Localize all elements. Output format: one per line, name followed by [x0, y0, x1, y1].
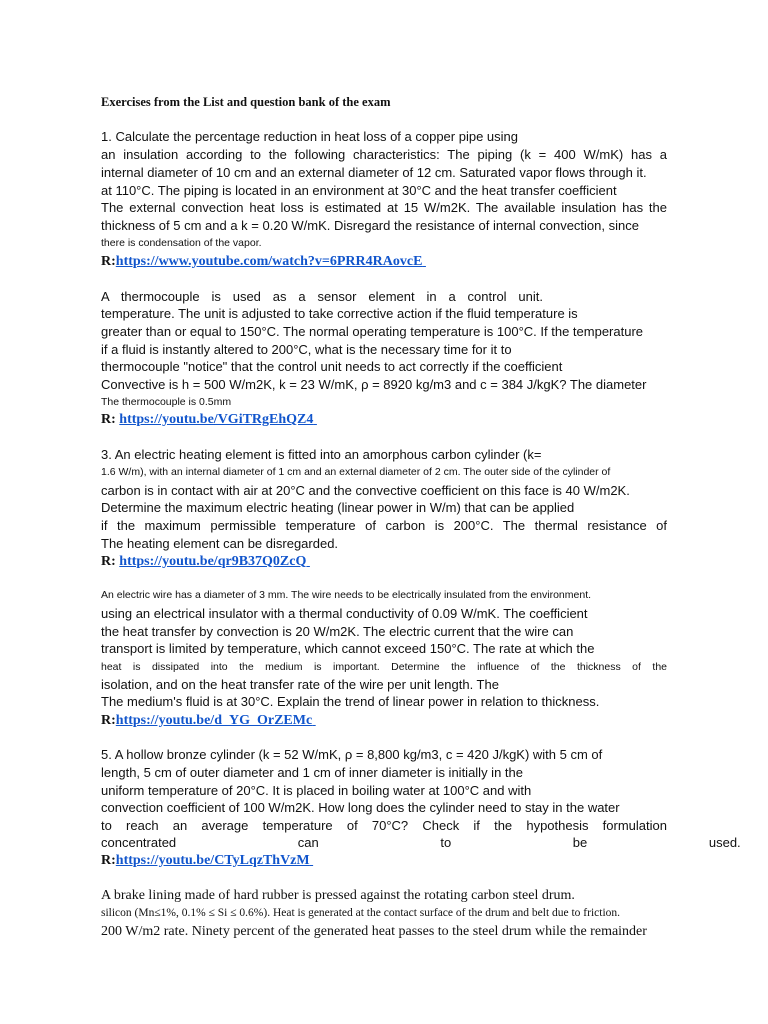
- exercise-2-line-4: if a fluid is instantly altered to 200°C, what is the necessary time for it to: [101, 342, 512, 357]
- answer-1-prefix: R:: [101, 254, 116, 269]
- exercise-1-line-1: 1. Calculate the percentage reduction in heat loss of a copper pipe using: [101, 129, 518, 144]
- answer-3-link[interactable]: https://youtu.be/qr9B37Q0ZcQ: [119, 554, 307, 569]
- answer-5-underline-tail: [310, 853, 332, 869]
- exercise-1-line-5: The external convection heat loss is estimated at 15 W/m2K. The available insulation has the: [101, 200, 667, 215]
- exercise-2-line-3: greater than or equal to 150°C. The normal operating temperature is 100°C. If the temperature: [101, 324, 644, 339]
- answer-5: [101, 853, 667, 869]
- exercise-4-line-7: The medium's fluid is at 30°C. Explain the trend of linear power in relation to thickness.: [101, 694, 600, 709]
- exercise-5-line-1: 5. A hollow bronze cylinder (k = 52 W/mK, ρ = 8,800 kg/m3, c = 420 J/kgK) with 5 cm of: [101, 747, 603, 762]
- exercise-5-line-4: convection coefficient of 100 W/m2K. How long does the cylinder need to stay in the water: [101, 800, 620, 815]
- exercise-1-line-3: internal diameter of 10 cm and an external diameter of 12 cm. Saturated vapor flows through it.: [101, 165, 647, 180]
- answer-1-underline-tail: [422, 254, 444, 270]
- exercise-6-line-3: 200 W/m2 rate. Ninety percent of the generated heat passes to the steel drum while the remainder: [101, 924, 647, 939]
- exercise-5-line-3: uniform temperature of 20°C. It is placed in boiling water at 100°C and with: [101, 783, 532, 798]
- exercise-3-line-6: The heating element can be disregarded.: [101, 536, 339, 551]
- exercise-3-line-4: Determine the maximum electric heating (linear power in W/m) that can be applied: [101, 500, 575, 515]
- exercise-4-line-6: isolation, and on the heat transfer rate of the wire per unit length. The: [101, 677, 499, 692]
- answer-4-link[interactable]: https://youtu.be/d_YG_OrZEMc: [115, 713, 313, 728]
- answer-5-prefix: R:: [101, 853, 116, 868]
- exercise-1-line-7: there is condensation of the vapor.: [101, 237, 262, 249]
- exercise-5-line-2: length, 5 cm of outer diameter and 1 cm of inner diameter is initially in the: [101, 765, 523, 780]
- answer-1: [101, 254, 667, 270]
- page-heading: Exercises from the List and question bank of the exam: [101, 95, 391, 109]
- exercise-6-line-2: silicon (Mn≤1%, 0.1% ≤ Si ≤ 0.6%). Heat is generated at the contact surface of the drum and belt due to friction.: [101, 907, 621, 919]
- exercise-2-line-1: A thermocouple is used as a sensor element in a control unit.: [101, 289, 543, 304]
- answer-2: [101, 412, 667, 428]
- exercise-2-line-6: Convective is h = 500 W/m2K, k = 23 W/mK, ρ = 8920 kg/m3 and c = 384 J/kgK? The diameter: [101, 377, 647, 392]
- exercise-1-line-6: thickness of 5 cm and a k = 0.20 W/mK. Disregard the resistance of internal convection, since: [101, 218, 639, 233]
- exercise-5-line-5: to reach an average temperature of 70°C? Check if the hypothesis formulation: [101, 818, 667, 833]
- exercise-4-line-3: the heat transfer by convection is 20 W/m2K. The electric current that the wire can: [101, 624, 574, 639]
- answer-2-prefix: R:: [101, 412, 120, 427]
- answer-2-underline-tail: [313, 412, 335, 428]
- exercise-3-line-5: if the maximum permissible temperature of carbon is 200°C. The thermal resistance of: [101, 518, 667, 533]
- exercise-3-line-1: 3. An electric heating element is fitted into an amorphous carbon cylinder (k=: [101, 447, 542, 462]
- answer-4-underline-tail: [312, 713, 334, 729]
- answer-4: [101, 713, 667, 729]
- exercise-3-line-3: carbon is in contact with air at 20°C and the convective coefficient on this face is 40 W/m2K.: [101, 483, 630, 498]
- exercise-3-line-2: 1.6 W/m), with an internal diameter of 1 cm and an external diameter of 2 cm. The outer side of the cylinder of: [101, 466, 611, 478]
- exercise-4-line-2: using an electrical insulator with a thermal conductivity of 0.09 W/mK. The coefficient: [101, 606, 588, 621]
- answer-3-prefix: R:: [101, 554, 120, 569]
- exercise-2-line-5: thermocouple "notice" that the control unit needs to act correctly if the coefficient: [101, 359, 563, 374]
- answer-1-link[interactable]: https://www.youtube.com/watch?v=6PRR4RAovcE: [115, 254, 423, 269]
- exercise-2-line-7: The thermocouple is 0.5mm: [101, 396, 232, 408]
- exercise-1-line-4: at 110°C. The piping is located in an environment at 30°C and the heat transfer coefficient: [101, 183, 617, 198]
- answer-3: [101, 554, 667, 570]
- exercise-6-line-1: A brake lining made of hard rubber is pressed against the rotating carbon steel drum.: [101, 888, 575, 903]
- exercise-4-line-4: transport is limited by temperature, which cannot exceed 150°C. The rate at which the: [101, 641, 595, 656]
- answer-2-link[interactable]: https://youtu.be/VGiTRgEhQZ4: [119, 412, 314, 427]
- exercise-2-line-2: temperature. The unit is adjusted to take corrective action if the fluid temperature is: [101, 306, 578, 321]
- answer-3-underline-tail: [306, 554, 328, 570]
- exercise-1-line-2: an insulation according to the following characteristics: The piping (k = 400 W/mK) has a: [101, 147, 667, 162]
- answer-4-prefix: R:: [101, 713, 116, 728]
- answer-5-link[interactable]: https://youtu.be/CTyLqzThVzM: [115, 853, 310, 868]
- exercise-4-line-5: heat is dissipated into the medium is important. Determine the influence of the thickness of the: [101, 661, 667, 673]
- exercise-4-line-1: An electric wire has a diameter of 3 mm. The wire needs to be electrically insulated from the environment.: [101, 589, 592, 601]
- exercise-5-line-6: concentrated can to be used.: [101, 835, 741, 850]
